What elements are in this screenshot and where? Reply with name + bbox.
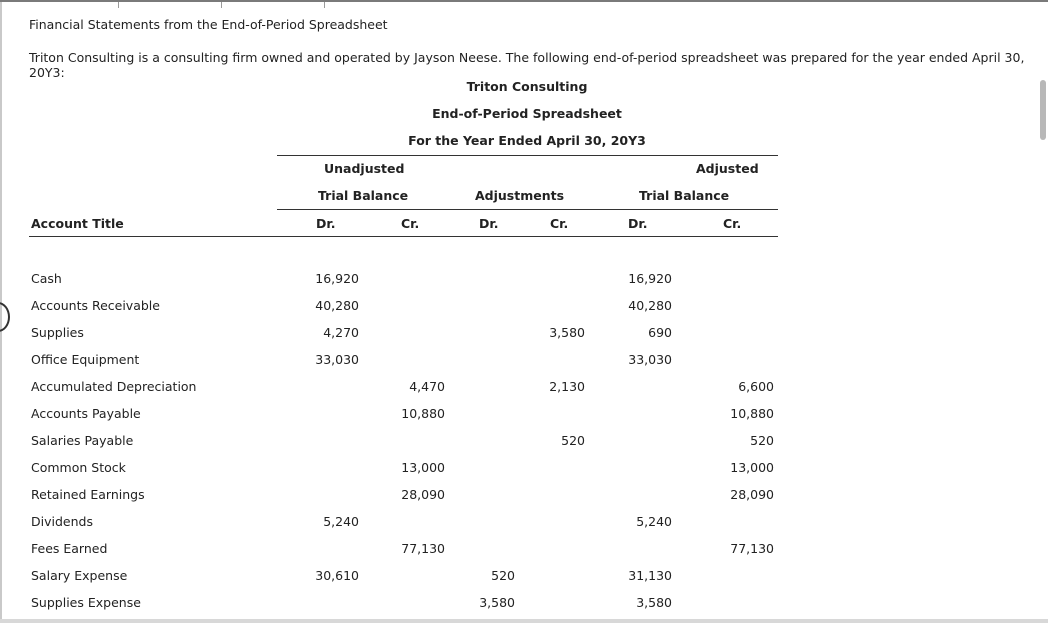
amount-atb-dr: 40,280 [628, 298, 672, 313]
amount-adj-cr: 3,580 [549, 325, 585, 340]
report-period: For the Year Ended April 30, 20Y3 [408, 133, 646, 148]
trial-balance-heading: Trial Balance [318, 188, 409, 203]
adjusted-heading: Adjusted [696, 161, 759, 176]
amount-atb-dr: 5,240 [636, 514, 672, 529]
amount-tb-cr: 13,000 [401, 460, 445, 475]
account-title: Supplies Expense [31, 595, 141, 610]
amount-atb-cr: 77,130 [730, 541, 774, 556]
top-tick [221, 2, 222, 8]
account-title: Accounts Payable [31, 406, 141, 421]
amount-tb-cr: 28,090 [401, 487, 445, 502]
account-title: Common Stock [31, 460, 126, 475]
window-top-border [0, 0, 1048, 2]
intro-text: Triton Consulting is a consulting firm owned and operated by Jayson Neese. The following end-of-period spreadsheet was prepared for the year ended April 30, 20Y3: [29, 50, 1025, 80]
amount-tb-dr: 33,030 [315, 352, 359, 367]
header-mid-rule [277, 209, 778, 210]
amount-tb-dr: 16,920 [315, 271, 359, 286]
amount-atb-cr: 13,000 [730, 460, 774, 475]
account-title: Salary Expense [31, 568, 128, 583]
amount-atb-cr: 520 [750, 433, 774, 448]
amount-tb-dr: 30,610 [315, 568, 359, 583]
amount-tb-cr: 77,130 [401, 541, 445, 556]
amount-tb-dr: 4,270 [323, 325, 359, 340]
account-title: Accounts Receivable [31, 298, 160, 313]
atb-cr-heading: Cr. [723, 216, 742, 231]
header-bottom-rule [29, 236, 778, 237]
amount-atb-cr: 6,600 [738, 379, 774, 394]
amount-adj-dr: 520 [491, 568, 515, 583]
amount-atb-dr: 16,920 [628, 271, 672, 286]
amount-atb-dr: 33,030 [628, 352, 672, 367]
adjustments-heading: Adjustments [475, 188, 565, 203]
adjusted-trial-balance-heading: Trial Balance [639, 188, 730, 203]
company-name: Triton Consulting [466, 79, 588, 94]
account-title: Salaries Payable [31, 433, 134, 448]
tb-dr-heading: Dr. [316, 216, 336, 231]
amount-tb-dr: 5,240 [323, 514, 359, 529]
amount-atb-dr: 3,580 [636, 595, 672, 610]
amount-adj-cr: 520 [561, 433, 585, 448]
account-title: Accumulated Depreciation [31, 379, 197, 394]
top-tick [324, 2, 325, 8]
atb-dr-heading: Dr. [628, 216, 648, 231]
amount-tb-cr: 10,880 [401, 406, 445, 421]
amount-atb-dr: 31,130 [628, 568, 672, 583]
amount-adj-cr: 2,130 [549, 379, 585, 394]
account-title-heading: Account Title [31, 216, 124, 231]
adj-cr-heading: Cr. [550, 216, 569, 231]
report-name: End-of-Period Spreadsheet [432, 106, 622, 121]
unadjusted-heading: Unadjusted [324, 161, 405, 176]
account-title: Supplies [31, 325, 84, 340]
tb-cr-heading: Cr. [401, 216, 420, 231]
account-title: Retained Earnings [31, 487, 145, 502]
scrollbar-thumb[interactable] [1040, 80, 1046, 140]
account-title: Cash [31, 271, 62, 286]
page-header: Financial Statements from the End-of-Period Spreadsheet [29, 17, 388, 32]
edge-circle-icon [0, 302, 10, 332]
adj-dr-heading: Dr. [479, 216, 499, 231]
amount-adj-dr: 3,580 [479, 595, 515, 610]
amount-atb-cr: 28,090 [730, 487, 774, 502]
header-top-rule [277, 155, 778, 156]
account-title: Fees Earned [31, 541, 108, 556]
amount-tb-cr: 4,470 [409, 379, 445, 394]
account-title: Office Equipment [31, 352, 140, 367]
bottom-edge [0, 619, 1048, 623]
amount-atb-cr: 10,880 [730, 406, 774, 421]
amount-tb-dr: 40,280 [315, 298, 359, 313]
account-title: Dividends [31, 514, 93, 529]
amount-atb-dr: 690 [648, 325, 672, 340]
top-tick [118, 2, 119, 8]
